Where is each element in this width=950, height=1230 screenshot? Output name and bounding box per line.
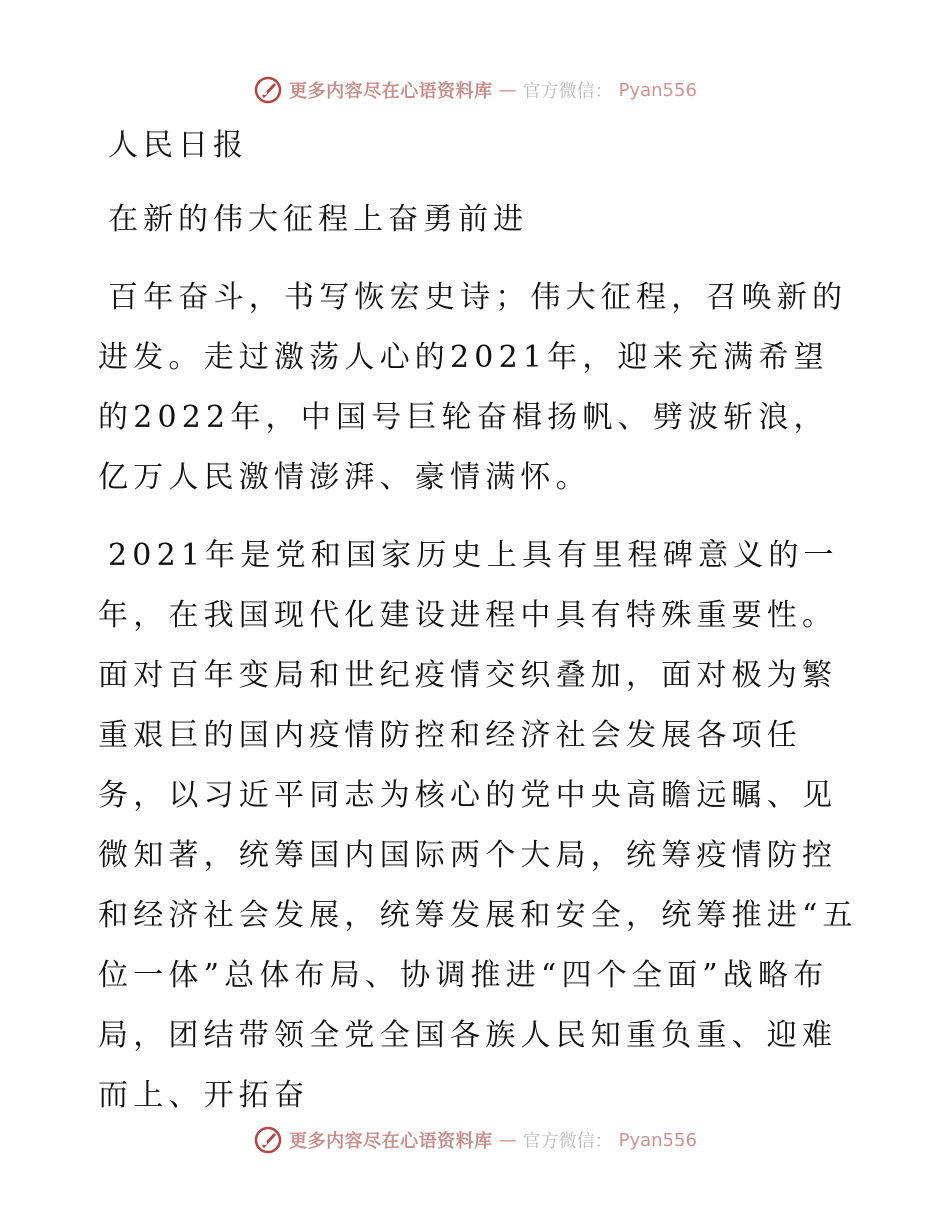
article-body bbox=[98, 122, 858, 1126]
watermark-contact-label: 官方微信： bbox=[522, 1131, 613, 1152]
watermark-contact-id: Pyan556 bbox=[618, 1129, 697, 1151]
quill-seal-icon bbox=[253, 1125, 283, 1155]
article-paragraph: 百年奋斗，书写恢宏史诗；伟大征程，召唤新的进发。走过激荡人心的2021年，迎来充满希望的2022年，中国号巨轮奋楫扬帆、劈波斩浪，亿万人民激情澎湃、豪情满怀。 bbox=[98, 280, 848, 495]
watermark-contact-label: 官方微信： bbox=[522, 81, 613, 102]
quill-seal-icon bbox=[253, 75, 283, 105]
watermark-contact-id: Pyan556 bbox=[618, 79, 697, 101]
article-source: 人民日报 bbox=[108, 128, 248, 163]
article-headline: 在新的伟大征程上奋勇前进 bbox=[108, 202, 528, 237]
watermark-title: 更多内容尽在心语资料库 bbox=[289, 81, 493, 102]
header-watermark bbox=[0, 70, 950, 110]
footer-watermark bbox=[0, 1120, 950, 1160]
article-paragraph: 2021年是党和国家历史上具有里程碑意义的一年，在我国现代化建设进程中具有特殊重要性。面对百年变局和世纪疫情交织叠加，面对极为繁重艰巨的国内疫情防控和经济社会发展各项任务，以习近平同志为核心的党中央高瞻远瞩、见微知著，统筹国内国际两个大局，统筹疫情防控和经济社会发展，统筹发展和安全，统筹推进“五位一体”总体布局、协调推进“四个全面”战略布局，团结带领全党全国各族人民知重负重、迎难而上、开拓奋 bbox=[98, 538, 858, 1113]
watermark-dash: — bbox=[498, 1129, 517, 1151]
watermark-title: 更多内容尽在心语资料库 bbox=[289, 1131, 493, 1152]
watermark-dash: — bbox=[498, 79, 517, 101]
